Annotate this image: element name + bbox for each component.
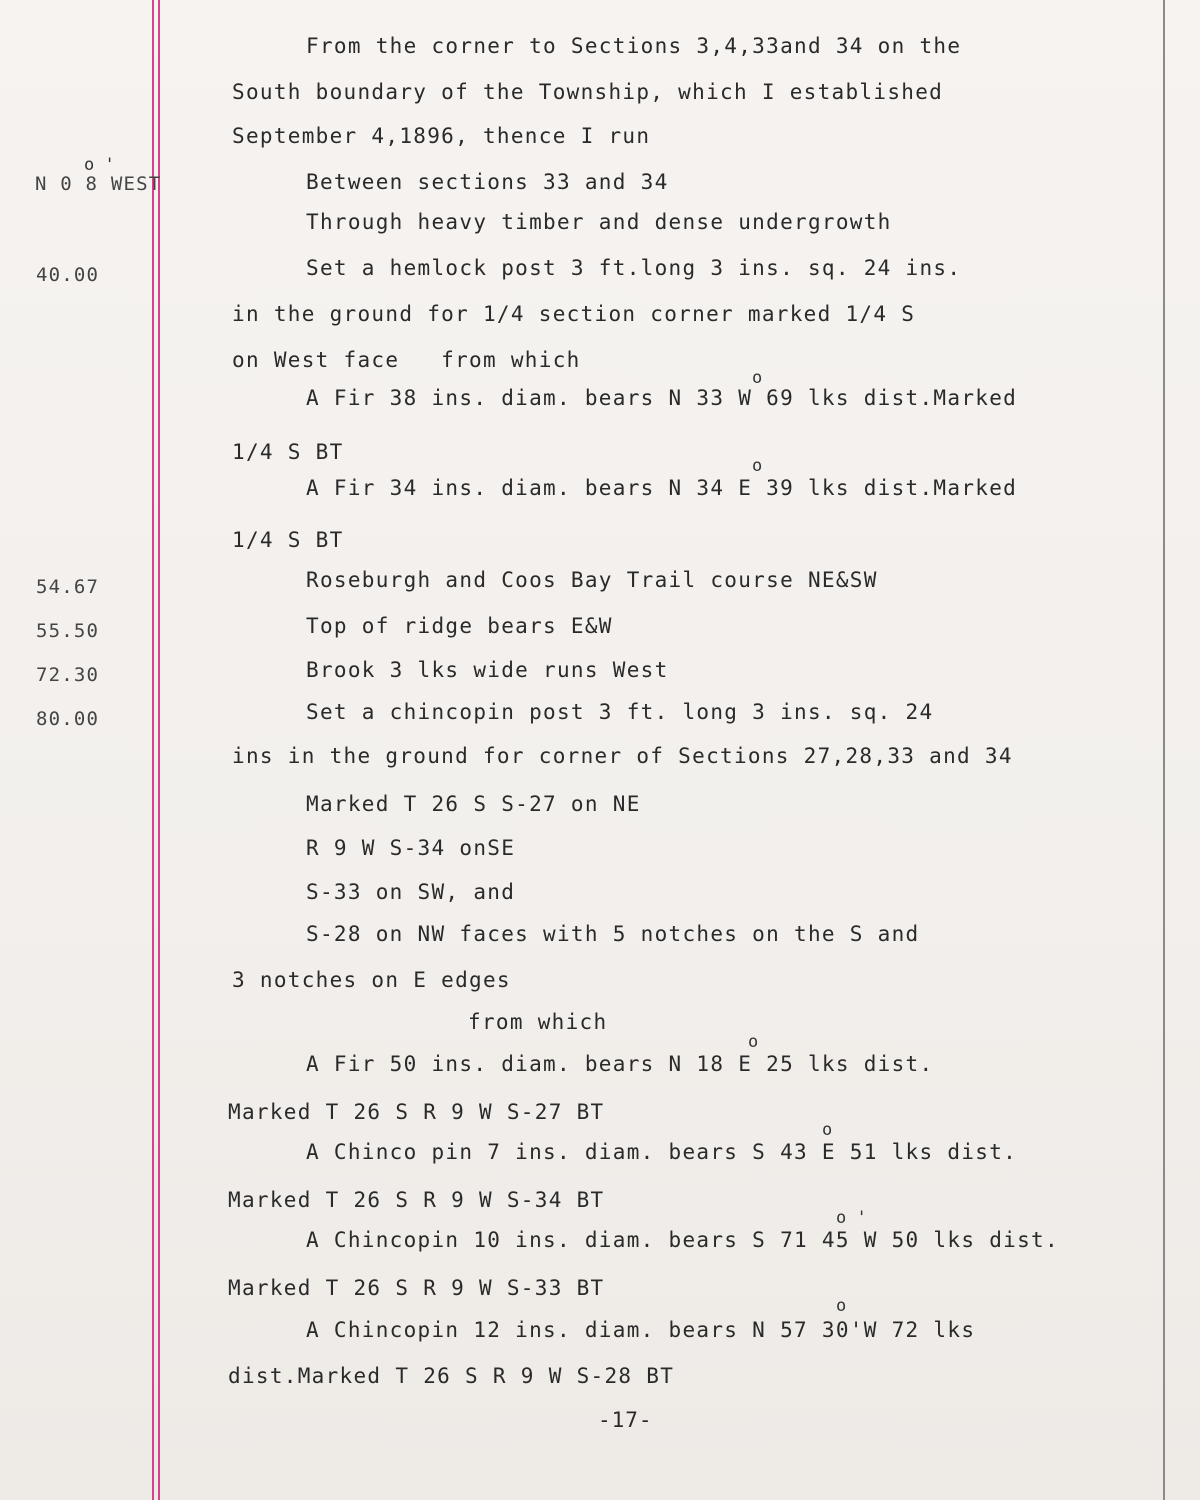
degree-mark: o [822, 1120, 833, 1140]
text-line: Marked T 26 S R 9 W S-33 BT [228, 1276, 605, 1300]
text-line: Brook 3 lks wide runs West [306, 658, 669, 682]
text-line: R 9 W S-34 onSE [306, 836, 516, 860]
text-line: Set a hemlock post 3 ft.long 3 ins. sq. 24 ins. [306, 256, 962, 280]
text-line: A Chinco pin 7 ins. diam. bears S 43 E 51 lks dist. [306, 1140, 1018, 1164]
text-line: ins in the ground for corner of Sections 27,28,33 and 34 [232, 744, 1013, 768]
margin-distance: 40.00 [36, 264, 100, 286]
text-line: 3 notches on E edges [232, 968, 511, 992]
degree-mark: o [752, 456, 763, 476]
text-line: A Fir 50 ins. diam. bears N 18 E 25 lks dist. [306, 1052, 934, 1076]
degree-mark: o [836, 1296, 847, 1316]
margin-distance: 72.30 [36, 664, 100, 686]
page-number: -17- [598, 1408, 653, 1432]
margin-distance: 55.50 [36, 620, 100, 642]
text-line: A Chincopin 10 ins. diam. bears S 71 45 W 50 lks dist. [306, 1228, 1059, 1252]
degree-mark: o [748, 1032, 759, 1052]
text-line: from which [468, 1010, 608, 1034]
degree-mark: o ' [836, 1208, 867, 1228]
text-line: S-28 on NW faces with 5 notches on the S and [306, 922, 920, 946]
margin-rule-left-2 [158, 0, 160, 1500]
degree-mark: o ' [84, 155, 115, 175]
text-line: Marked T 26 S R 9 W S-34 BT [228, 1188, 605, 1212]
text-line: Between sections 33 and 34 [306, 170, 669, 194]
text-line: on West face from which [232, 348, 581, 372]
text-line: Through heavy timber and dense undergrowth [306, 210, 892, 234]
text-line: Roseburgh and Coos Bay Trail course NE&SW [306, 568, 878, 592]
margin-distance: 54.67 [36, 576, 100, 598]
degree-mark: o [752, 368, 763, 388]
text-line: Set a chincopin post 3 ft. long 3 ins. sq. 24 [306, 700, 934, 724]
text-line: Top of ridge bears E&W [306, 614, 613, 638]
margin-rule-left [152, 0, 154, 1500]
margin-rule-right [1163, 0, 1165, 1500]
text-line: dist.Marked T 26 S R 9 W S-28 BT [228, 1364, 675, 1388]
text-line: S-33 on SW, and [306, 880, 516, 904]
text-line: in the ground for 1/4 section corner marked 1/4 S [232, 302, 916, 326]
margin-bearing: N 0 8 WEST [35, 173, 162, 195]
text-line: A Fir 34 ins. diam. bears N 34 E 39 lks dist.Marked [306, 476, 1018, 500]
text-line: 1/4 S BT [232, 440, 344, 464]
text-line: A Fir 38 ins. diam. bears N 33 W 69 lks dist.Marked [306, 386, 1018, 410]
text-line: South boundary of the Township, which I established [232, 80, 944, 104]
text-line: September 4,1896, thence I run [232, 124, 651, 148]
text-line: A Chincopin 12 ins. diam. bears N 57 30'W 72 lks [306, 1318, 976, 1342]
text-line: From the corner to Sections 3,4,33and 34 on the [306, 34, 962, 58]
margin-distance: 80.00 [36, 708, 100, 730]
text-line: Marked T 26 S R 9 W S-27 BT [228, 1100, 605, 1124]
text-line: Marked T 26 S S-27 on NE [306, 792, 641, 816]
text-line: 1/4 S BT [232, 528, 344, 552]
